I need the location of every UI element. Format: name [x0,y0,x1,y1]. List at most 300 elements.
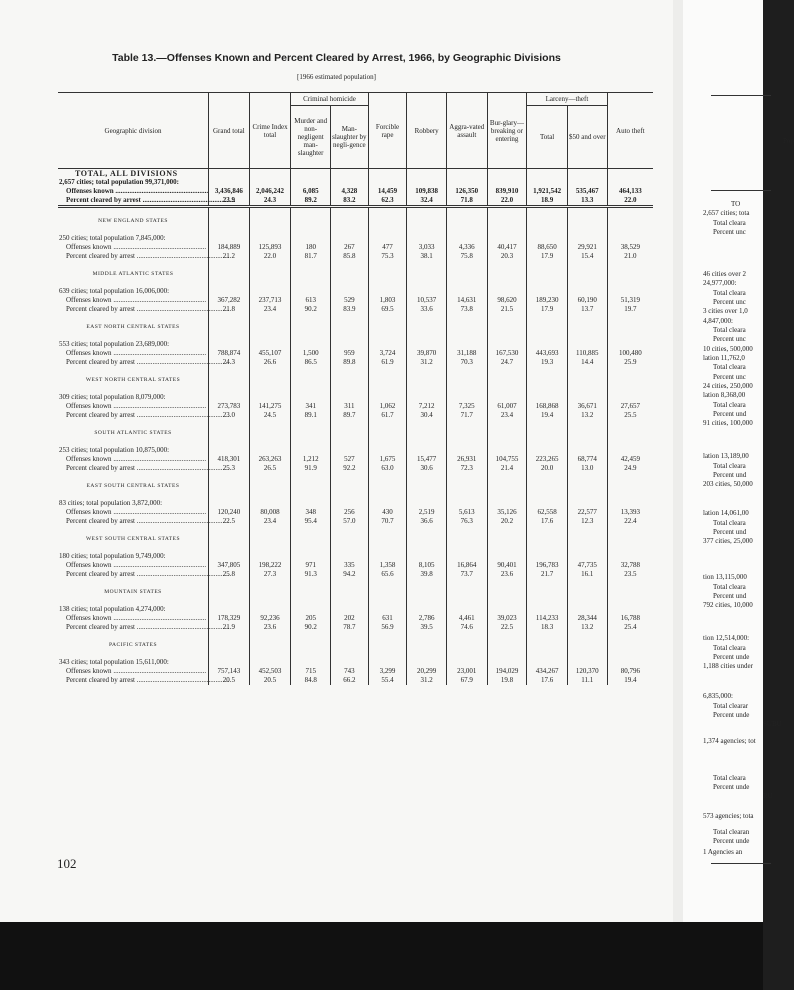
value-cell [567,393,607,420]
value-cell [527,340,568,367]
percent-cleared-label: Percent cleared by arrest ..... [59,305,207,314]
percent-cleared-value: 23.4 [263,517,277,525]
offenses-known-value: 35,126 [497,508,517,516]
percent-cleared-value: 69.5 [381,305,394,313]
percent-cleared-value: 21.5 [500,305,514,313]
percent-cleared-value: 92.2 [343,464,356,472]
offenses-table [58,92,653,685]
offenses-known-value: 1,675 [379,455,396,463]
offenses-known-value: 22,577 [577,508,597,516]
value-cell [487,178,527,207]
division-heading-row [58,579,653,605]
adjacent-page-fragment: 24 cities, 250,000 [703,382,753,390]
value-cell [331,287,369,314]
value-cell [527,658,568,685]
percent-cleared-value: 22.0 [500,196,514,204]
division-row [58,393,653,420]
value-cell [527,234,568,261]
offenses-known-value: 15,477 [417,455,437,463]
offenses-known-value: 430 [382,508,393,516]
row-description: 138 cities; total population 4,274,000: [59,605,166,613]
offenses-known-value: 47,735 [577,561,597,569]
offenses-known-value: 237,713 [258,296,282,304]
value-cell [407,287,447,314]
percent-cleared-value: 17.9 [540,252,554,260]
value-cell [567,340,607,367]
value-cell [446,552,487,579]
offenses-known-value: 62,558 [537,508,557,516]
division-heading-row [58,207,653,235]
adjacent-page-fragment: 792 cities, 10,000 [703,601,753,609]
offenses-known-value: 464,133 [618,187,642,195]
percent-cleared-value: 38.1 [420,252,433,260]
offenses-known-value: 80,008 [260,508,280,516]
value-cell [249,446,291,473]
percent-cleared-value: 55.4 [381,676,394,684]
division-name: EAST SOUTH CENTRAL STATES [86,482,180,489]
percent-cleared-label: Percent cleared by arrest ..... [59,196,207,205]
row-description: 309 cities; total population 8,079,000: [59,393,166,401]
percent-cleared-value: 22.0 [624,196,637,204]
percent-cleared-value: 30.4 [420,411,433,419]
value-cell [607,393,653,420]
adjacent-page-fragment: 377 cities, 25,000 [703,537,753,545]
percent-cleared-value: 22.5 [222,517,235,525]
percent-cleared-value: 56.9 [381,623,394,631]
offenses-known-value: 267 [344,243,355,251]
value-cell [249,234,291,261]
percent-cleared-value: 23.6 [500,570,514,578]
adjacent-page-fragment: Percent und [713,592,747,600]
offenses-known-value: 26,931 [457,455,477,463]
offenses-known-value: 452,503 [258,667,282,675]
value-cell [487,499,527,526]
header-assault: Aggra-vated assault [446,93,487,169]
percent-cleared-value: 21.4 [500,464,514,472]
offenses-known-value: 971 [305,561,316,569]
offenses-known-value: 613 [305,296,316,304]
percent-cleared-value: 57.0 [343,517,356,525]
offenses-known-value: 8,105 [418,561,435,569]
value-cell [567,552,607,579]
offenses-known-value: 126,350 [455,187,479,195]
division-heading-row [58,314,653,340]
offenses-known-value: 3,299 [379,667,396,675]
value-cell [607,340,653,367]
percent-cleared-value: 18.9 [540,196,554,204]
table-body [58,169,653,686]
offenses-known-value: 28,344 [577,614,597,622]
offenses-known-value: 529 [344,296,355,304]
value-cell [446,393,487,420]
percent-cleared-value: 17.9 [540,305,554,313]
offenses-known-value: 263,263 [258,455,282,463]
offenses-known-value: 189,230 [535,296,559,304]
scan-background [0,922,763,990]
percent-cleared-value: 75.3 [381,252,394,260]
value-cell [291,340,331,367]
row-description: 83 cities; total population 3,872,000: [59,499,163,507]
adjacent-page-fragment: Total cleara [713,583,746,591]
percent-cleared-value: 23.0 [222,411,235,419]
page-title: Table 13.—Offenses Known and Percent Cleared by Arrest, 1966, by Geographic Divisions [112,52,561,64]
percent-cleared-value: 61.7 [381,411,394,419]
offenses-known-value: 60,190 [577,296,597,304]
adjacent-page-fragment: Total cleara [713,401,746,409]
offenses-known-value: 14,459 [377,187,398,195]
page-number: 102 [57,856,77,871]
offenses-known-value: 68,774 [577,455,597,463]
offenses-known-label: Offenses known ..... [59,243,207,252]
adjacent-page-fragment: 1,374 agencies; tot [703,737,756,745]
percent-cleared-value: 85.8 [343,252,356,260]
division-row [58,234,653,261]
percent-cleared-value: 90.2 [304,623,317,631]
value-cell [446,658,487,685]
adjacent-page-fragment: tion 12,514,000: [703,634,750,642]
offenses-known-value: 1,212 [302,455,319,463]
offenses-known-value: 2,519 [418,508,435,516]
offenses-known-value: 100,480 [618,349,642,357]
division-heading-row [58,420,653,446]
offenses-known-value: 418,301 [217,455,241,463]
value-cell [368,499,407,526]
adjacent-page-fragment: 91 cities, 100,000 [703,419,753,427]
adjacent-page-fragment: Total cleara [713,289,746,297]
percent-cleared-value: 24.3 [263,196,277,204]
offenses-known-value: 10,537 [417,296,437,304]
offenses-known-value: 273,783 [217,402,241,410]
value-cell [567,605,607,632]
offenses-known-value: 109,838 [415,187,438,195]
row-description: 250 cities; total population 7,845,000: [59,234,166,242]
percent-cleared-value: 90.2 [304,305,317,313]
percent-cleared-value: 83.2 [343,196,356,204]
percent-cleared-value: 75.8 [460,252,473,260]
offenses-known-value: 184,889 [217,243,241,251]
value-cell [331,658,369,685]
percent-cleared-value: 26.6 [263,358,277,366]
offenses-known-value: 202 [344,614,355,622]
percent-cleared-label: Percent cleared by arrest ..... [59,252,207,261]
offenses-known-value: 16,788 [620,614,640,622]
page-gutter [673,0,683,922]
value-cell [331,234,369,261]
value-cell [249,393,291,420]
offenses-known-value: 715 [305,667,316,675]
offenses-known-value: 367,282 [217,296,241,304]
percent-cleared-value: 18.3 [540,623,554,631]
value-cell [487,287,527,314]
offenses-known-value: 4,461 [458,614,475,622]
percent-cleared-value: 27.3 [263,570,277,578]
offenses-known-value: 2,046,242 [256,187,285,195]
value-cell [407,552,447,579]
percent-cleared-value: 13.2 [581,411,594,419]
offenses-known-value: 535,467 [575,187,599,195]
value-cell [291,552,331,579]
offenses-known-value: 104,755 [495,455,519,463]
value-cell [446,446,487,473]
offenses-known-value: 1,062 [379,402,396,410]
header-criminal-homicide: Criminal homicide [291,93,368,106]
percent-cleared-value: 25.5 [624,411,637,419]
adjacent-page-fragment: Total clearar [713,702,749,710]
header-division: Geographic division [58,93,209,169]
offenses-known-value: 61,007 [497,402,517,410]
percent-cleared-value: 66.2 [343,676,356,684]
value-cell [368,552,407,579]
offenses-known-label: Offenses known ..... [59,187,207,196]
value-cell [249,340,291,367]
header-manslaughter: Man-slaughter by negli-gence [331,106,369,169]
header-grand-total: Grand total [209,93,250,169]
offenses-known-value: 443,693 [535,349,559,357]
percent-cleared-value: 73.7 [460,570,473,578]
division-name: PACIFIC STATES [108,641,158,648]
offenses-known-value: 178,329 [217,614,241,622]
value-cell [527,499,568,526]
offenses-known-value: 168,868 [535,402,559,410]
percent-cleared-value: 91.3 [304,570,317,578]
offenses-known-value: 335 [344,561,355,569]
total-heading-row [58,169,653,179]
offenses-known-value: 36,671 [577,402,597,410]
percent-cleared-value: 22.4 [624,517,637,525]
offenses-known-value: 743 [344,667,355,675]
value-cell [331,552,369,579]
adjacent-page-fragment: lation 13,189,00 [703,452,749,460]
value-cell [446,234,487,261]
adjacent-page-fragment: SUBU [763,720,782,728]
percent-cleared-value: 91.9 [304,464,317,472]
value-cell [291,446,331,473]
value-cell [331,393,369,420]
offenses-known-value: 7,325 [458,402,475,410]
offenses-known-value: 13,393 [620,508,640,516]
percent-cleared-value: 22.5 [500,623,514,631]
adjacent-page-fragment: 24,977,000: [703,279,737,287]
division-name: EAST NORTH CENTRAL STATES [86,323,180,330]
value-cell [487,605,527,632]
percent-cleared-value: 20.5 [263,676,277,684]
value-cell [527,605,568,632]
offenses-known-value: 40,417 [497,243,517,251]
percent-cleared-value: 73.8 [460,305,473,313]
adjacent-page [683,0,794,922]
adjacent-page-fragment: lation 8,368,00 [703,391,746,399]
offenses-known-value: 434,267 [535,667,559,675]
percent-cleared-value: 20.2 [500,517,514,525]
value-cell [368,234,407,261]
value-cell [487,393,527,420]
total-heading: TOTAL, ALL DIVISIONS [75,169,178,178]
adjacent-page-fragment: Total clearan [713,828,750,836]
offenses-known-value: 110,885 [576,349,599,357]
adjacent-page-fragment: 1,188 cities under [703,662,753,670]
offenses-known-label: Offenses known ..... [59,508,207,517]
percent-cleared-value: 67.9 [460,676,473,684]
percent-cleared-value: 24.9 [624,464,637,472]
value-cell [291,287,331,314]
division-heading-row [58,473,653,499]
value-cell [607,234,653,261]
percent-cleared-value: 31.2 [420,358,433,366]
offenses-known-value: 959 [344,349,355,357]
adjacent-page-fragment: Total cleara [713,774,746,782]
offenses-known-value: 4,336 [458,243,475,251]
percent-cleared-value: 94.2 [343,570,356,578]
value-cell [567,658,607,685]
adjacent-page-fragment: 46 cities over 2 [703,270,746,278]
offenses-known-value: 180 [305,243,316,251]
header-murder: Murder and non-negligent man-slaughter [291,106,331,169]
percent-cleared-value: 24.7 [500,358,514,366]
value-cell [331,605,369,632]
offenses-known-value: 27,657 [620,402,640,410]
percent-cleared-value: 17.6 [540,517,554,525]
value-cell [607,605,653,632]
offenses-known-value: 348 [305,508,316,516]
value-cell [331,499,369,526]
adjacent-page-fragment: Percent unc [713,335,746,343]
percent-cleared-value: 89.7 [343,411,356,419]
header-robbery: Robbery [407,93,447,169]
offenses-known-value: 42,459 [620,455,640,463]
offenses-known-value: 839,910 [495,187,519,195]
percent-cleared-value: 84.8 [304,676,317,684]
percent-cleared-value: 89.1 [304,411,317,419]
value-cell [291,178,331,207]
value-cell [446,605,487,632]
value-cell [249,287,291,314]
adjacent-page-fragment: Total cleara [713,644,746,652]
total-row [58,178,653,207]
adjacent-page-fragment: Total cleara [713,326,746,334]
percent-cleared-value: 22.0 [263,252,277,260]
percent-cleared-value: 20.0 [540,464,554,472]
row-description: 343 cities; total population 15,611,000: [59,658,169,666]
percent-cleared-value: 19.4 [624,676,637,684]
offenses-known-value: 23,001 [457,667,477,675]
adjacent-page-fragment: Percent und [713,528,747,536]
adjacent-page-rule [711,95,771,96]
value-cell [607,446,653,473]
adjacent-page-fragment: Percent und [713,410,747,418]
division-row [58,287,653,314]
division-name: SOUTH ATLANTIC STATES [94,429,172,436]
offenses-known-value: 194,029 [495,667,519,675]
division-name: WEST SOUTH CENTRAL STATES [85,535,181,542]
value-cell [527,287,568,314]
offenses-known-value: 631 [382,614,393,622]
offenses-known-value: 39,870 [417,349,437,357]
percent-cleared-value: 95.4 [304,517,317,525]
value-cell [407,446,447,473]
division-name: NEW ENGLAND STATES [98,217,168,224]
value-cell [249,178,291,207]
adjacent-page-fragment: Percent unc [713,373,746,381]
value-cell [407,340,447,367]
offenses-known-value: 90,401 [497,561,517,569]
offenses-known-label: Offenses known ..... [59,455,207,464]
adjacent-page-fragment: Total cleara [713,519,746,527]
offenses-known-value: 1,358 [379,561,396,569]
percent-cleared-label: Percent cleared by arrest ..... [59,358,207,367]
adjacent-page-fragment: TO [731,200,741,208]
division-heading-row [58,526,653,552]
percent-cleared-value: 13.7 [581,305,594,313]
offenses-known-label: Offenses known ..... [59,561,207,570]
percent-cleared-value: 16.1 [581,570,594,578]
offenses-known-label: Offenses known ..... [59,349,207,358]
percent-cleared-value: 71.7 [460,411,473,419]
percent-cleared-value: 13.0 [581,464,594,472]
offenses-known-label: Offenses known ..... [59,402,207,411]
adjacent-page-fragment: Percent unde [713,837,750,845]
header-crime-index: Crime Index total [249,93,291,169]
adjacent-page-fragment: Total cleara [713,219,746,227]
offenses-known-value: 29,921 [577,243,597,251]
adjacent-page-fragment: RU [763,792,773,800]
header-larceny-50: $50 and over [567,106,607,169]
percent-cleared-value: 21.8 [222,305,235,313]
offenses-known-value: 3,436,846 [214,187,243,195]
percent-cleared-value: 23.9 [222,196,235,204]
offenses-known-value: 92,236 [260,614,280,622]
adjacent-page-rule [711,190,771,191]
offenses-known-value: 2,786 [418,614,435,622]
value-cell [607,658,653,685]
value-cell [249,499,291,526]
percent-cleared-value: 15.4 [581,252,594,260]
percent-cleared-value: 21.9 [222,623,235,631]
offenses-known-value: 757,143 [217,667,241,675]
adjacent-page-fragment: Total cleara [713,363,746,371]
value-cell [291,499,331,526]
percent-cleared-value: 13.3 [581,196,594,204]
value-cell [249,658,291,685]
value-cell [368,340,407,367]
offenses-known-value: 4,328 [341,187,358,195]
percent-cleared-value: 25.8 [222,570,235,578]
value-cell [527,393,568,420]
offenses-known-label: Offenses known ..... [59,296,207,305]
value-cell [487,234,527,261]
percent-cleared-value: 23.4 [263,305,277,313]
offenses-known-value: 311 [344,402,355,410]
value-cell [527,446,568,473]
adjacent-page-fragment: 4,847,000: [703,317,733,325]
offenses-known-label: Offenses known ..... [59,667,207,676]
value-cell [487,340,527,367]
percent-cleared-label: Percent cleared by arrest ..... [59,676,207,685]
adjacent-page-fragment: 573 agencies; tota [703,812,754,820]
offenses-known-value: 3,033 [418,243,435,251]
percent-cleared-value: 63.0 [381,464,394,472]
value-cell [368,393,407,420]
value-cell [368,658,407,685]
value-cell [446,340,487,367]
adjacent-page-rule [711,863,771,864]
value-cell [368,446,407,473]
offenses-known-value: 223,265 [535,455,559,463]
percent-cleared-value: 32.4 [420,196,433,204]
offenses-known-value: 120,240 [217,508,241,516]
offenses-known-value: 125,893 [258,243,282,251]
percent-cleared-value: 19.3 [540,358,554,366]
adjacent-page-fragment: 203 cities, 50,000 [703,480,753,488]
